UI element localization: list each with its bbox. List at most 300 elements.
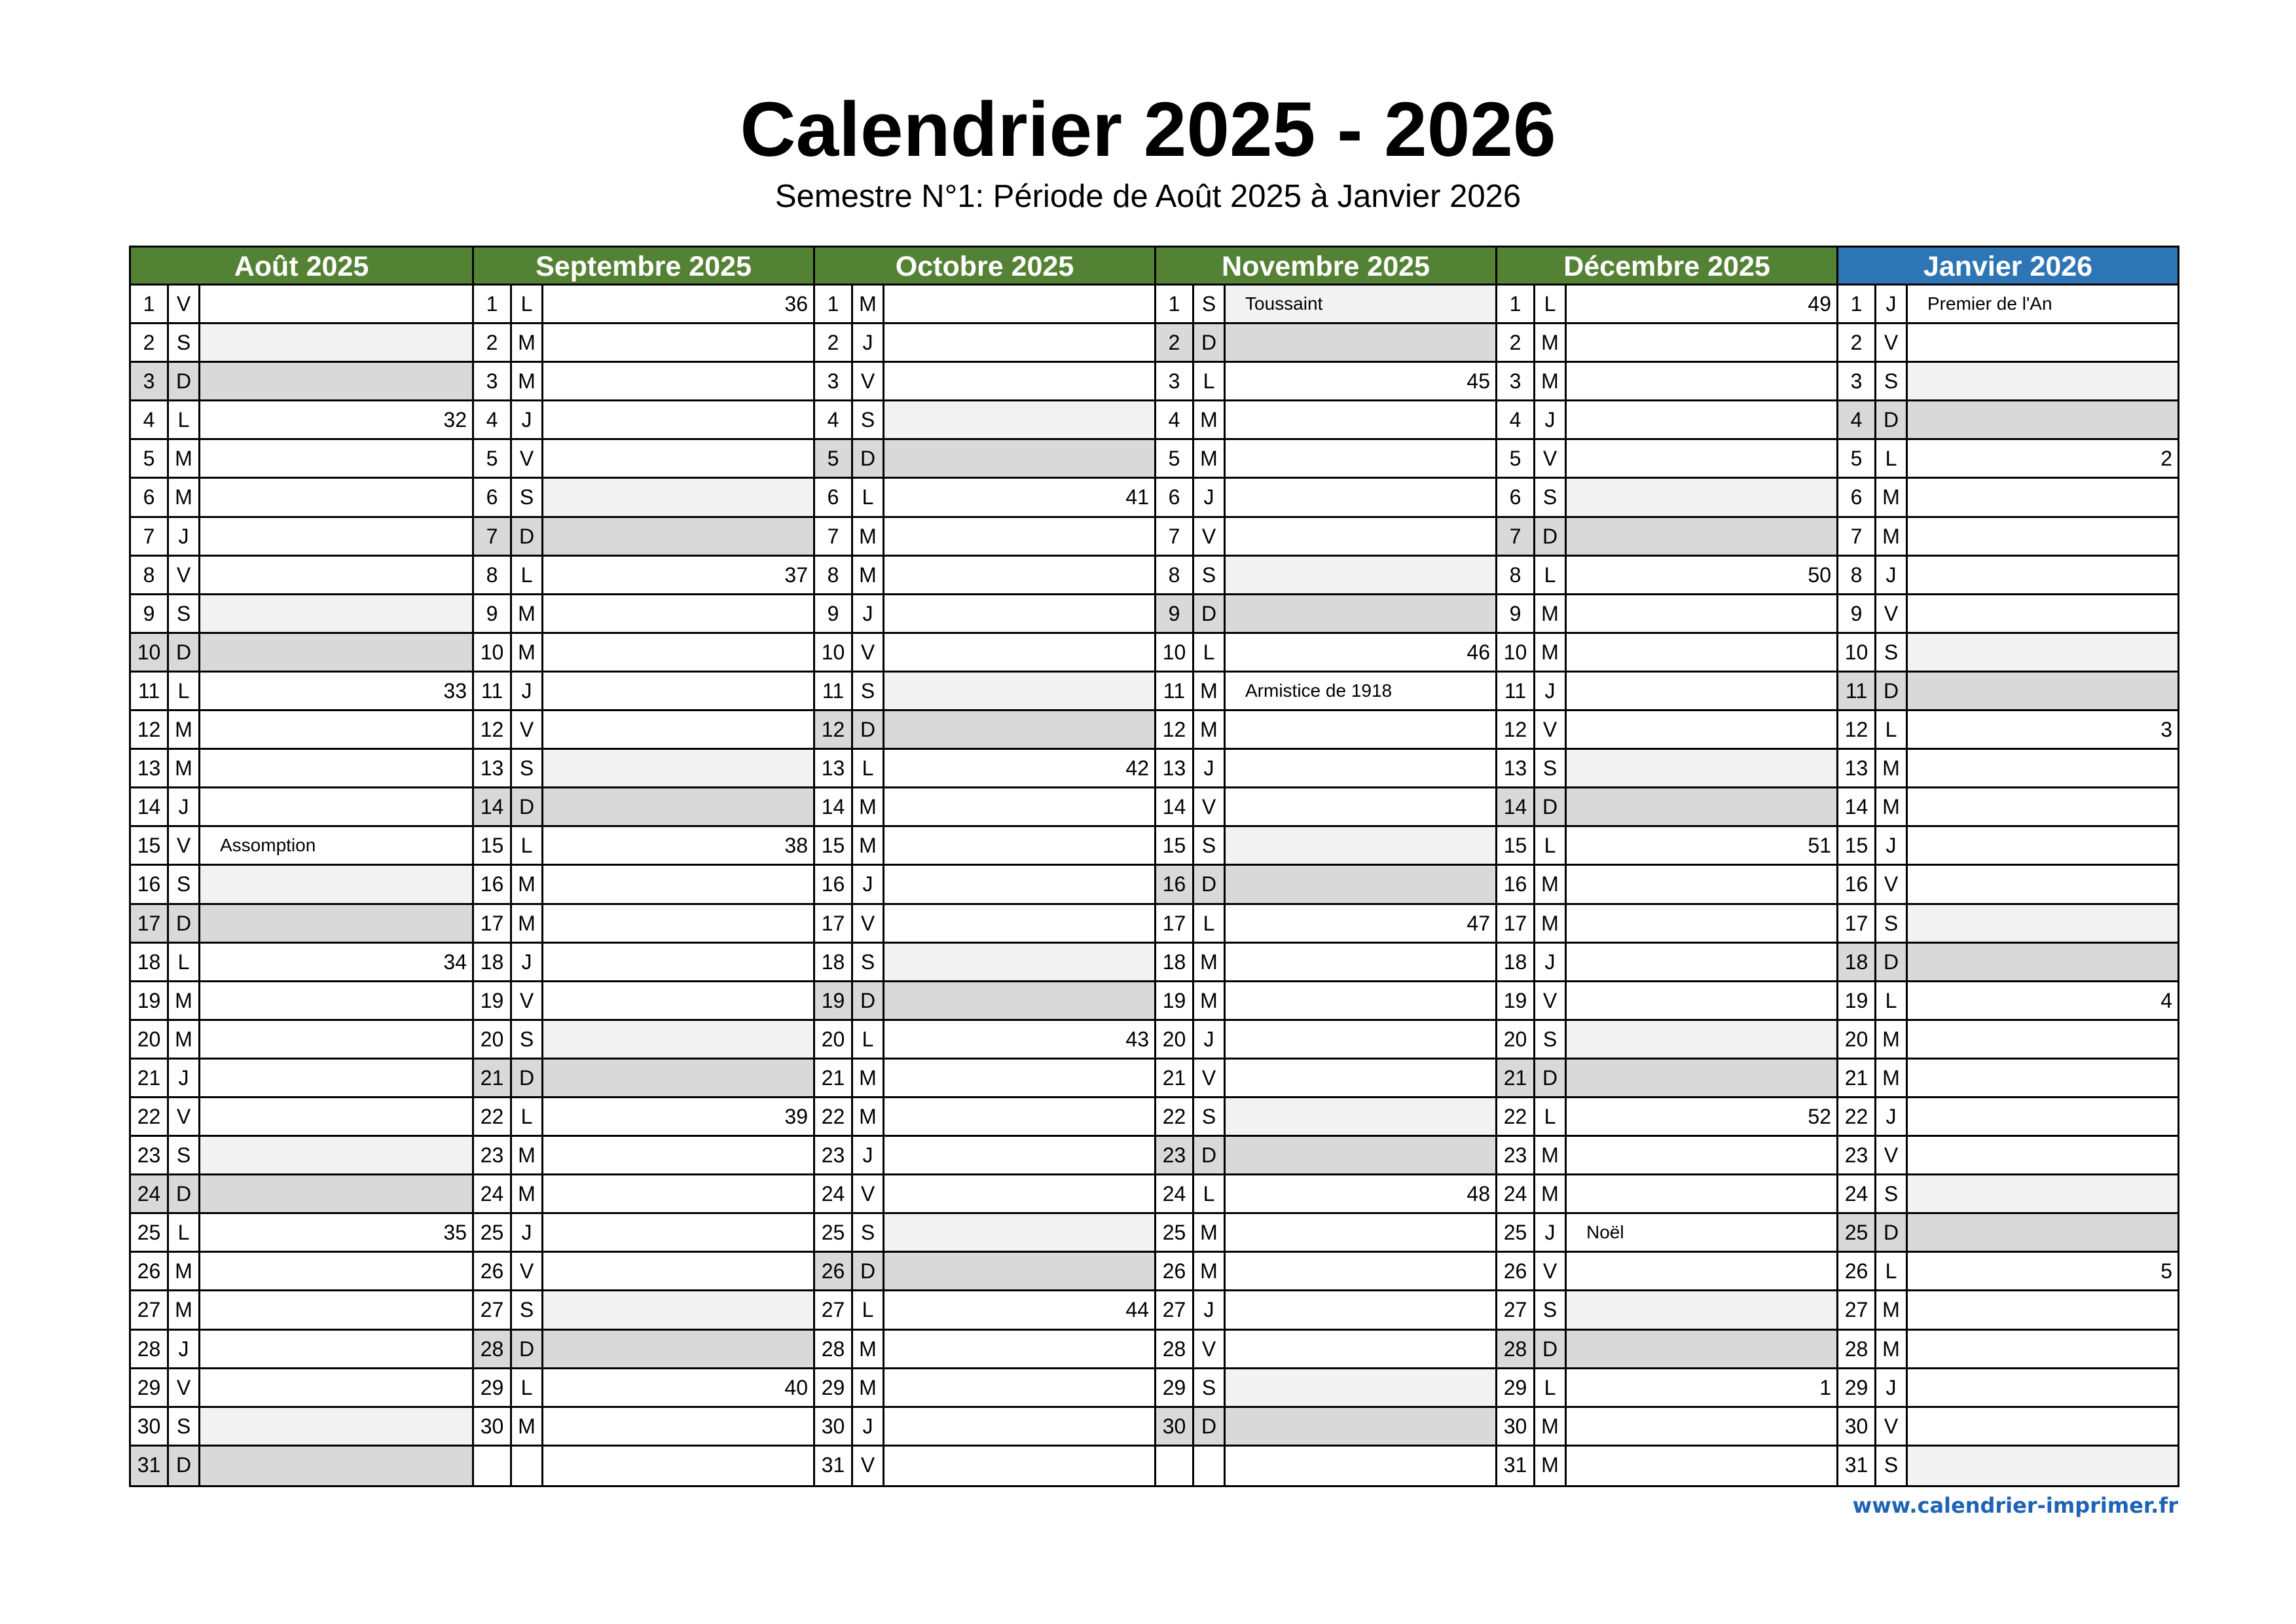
day-row[interactable] (1156, 518, 1495, 557)
note-cell[interactable] (884, 944, 1154, 980)
note-cell[interactable] (1908, 401, 2178, 438)
day-row[interactable] (1156, 363, 1495, 401)
day-row[interactable] (1497, 1331, 1836, 1369)
note-cell[interactable] (1226, 905, 1495, 942)
note-cell[interactable] (200, 1214, 472, 1251)
note-cell[interactable] (884, 479, 1154, 515)
note-cell[interactable] (1567, 363, 1836, 399)
note-cell[interactable] (1226, 1331, 1495, 1367)
note-cell[interactable] (1567, 1098, 1836, 1135)
note-cell[interactable] (1908, 1331, 2178, 1367)
note-cell[interactable] (1567, 324, 1836, 361)
note-cell[interactable] (1567, 1175, 1836, 1212)
day-row[interactable] (815, 788, 1154, 827)
day-row[interactable] (1156, 440, 1495, 479)
day-row[interactable] (1497, 479, 1836, 517)
note-cell[interactable] (884, 363, 1154, 399)
day-row[interactable] (1156, 750, 1495, 788)
day-row[interactable] (1838, 440, 2178, 479)
note-cell[interactable] (1908, 440, 2178, 477)
note-cell[interactable] (1908, 1098, 2178, 1135)
day-row[interactable] (474, 401, 813, 440)
day-row[interactable] (815, 866, 1154, 904)
day-row[interactable] (815, 1098, 1154, 1137)
note-cell[interactable] (200, 634, 472, 671)
day-row[interactable] (131, 982, 472, 1021)
day-row[interactable] (1497, 1369, 1836, 1408)
note-cell[interactable] (1226, 479, 1495, 515)
note-cell[interactable] (884, 1369, 1154, 1406)
day-row[interactable] (474, 1214, 813, 1253)
day-row[interactable] (1838, 788, 2178, 827)
note-cell[interactable] (884, 711, 1154, 748)
day-row[interactable] (1838, 673, 2178, 711)
note-cell[interactable] (1567, 1060, 1836, 1096)
note-cell[interactable] (884, 1291, 1154, 1328)
note-cell[interactable] (200, 982, 472, 1019)
note-cell[interactable] (543, 1137, 813, 1173)
day-row[interactable] (131, 1021, 472, 1060)
note-cell[interactable] (1908, 1253, 2178, 1289)
note-cell[interactable] (543, 1291, 813, 1328)
day-row[interactable] (1156, 1408, 1495, 1447)
note-cell[interactable] (884, 1137, 1154, 1173)
day-row[interactable] (1497, 1214, 1836, 1253)
day-row[interactable] (815, 827, 1154, 866)
note-cell[interactable] (200, 557, 472, 593)
note-cell[interactable] (884, 557, 1154, 593)
note-cell[interactable] (1567, 788, 1836, 825)
note-cell[interactable] (200, 518, 472, 555)
day-row[interactable] (474, 286, 813, 324)
note-cell[interactable] (1908, 1060, 2178, 1096)
note-cell[interactable] (1226, 673, 1495, 709)
day-row[interactable] (815, 673, 1154, 711)
day-row[interactable] (1497, 1291, 1836, 1330)
day-row[interactable] (815, 711, 1154, 750)
note-cell[interactable] (1567, 1369, 1836, 1406)
note-cell[interactable] (884, 1331, 1154, 1367)
day-row[interactable] (1497, 982, 1836, 1021)
note-cell[interactable] (543, 401, 813, 438)
note-cell[interactable] (543, 788, 813, 825)
note-cell[interactable] (543, 905, 813, 942)
note-cell[interactable] (543, 518, 813, 555)
note-cell[interactable] (1908, 363, 2178, 399)
day-row[interactable] (1838, 401, 2178, 440)
note-cell[interactable] (884, 1447, 1154, 1485)
note-cell[interactable] (543, 634, 813, 671)
note-cell[interactable] (543, 1331, 813, 1367)
day-row[interactable] (1838, 1253, 2178, 1291)
note-cell[interactable] (200, 711, 472, 748)
day-row[interactable] (1838, 1369, 2178, 1408)
day-row[interactable] (1838, 1408, 2178, 1447)
note-cell[interactable] (1226, 1253, 1495, 1289)
note-cell[interactable] (200, 905, 472, 942)
note-cell[interactable] (543, 363, 813, 399)
day-row[interactable] (474, 1408, 813, 1447)
day-row[interactable] (1156, 1021, 1495, 1060)
day-row[interactable] (1497, 1175, 1836, 1214)
day-row[interactable] (474, 1253, 813, 1291)
day-row[interactable] (1838, 1060, 2178, 1098)
note-cell[interactable] (200, 1098, 472, 1135)
day-row[interactable] (131, 1291, 472, 1330)
day-row[interactable] (474, 866, 813, 904)
note-cell[interactable] (543, 1060, 813, 1096)
note-cell[interactable] (1226, 557, 1495, 593)
note-cell[interactable] (543, 557, 813, 593)
note-cell[interactable] (1908, 1137, 2178, 1173)
day-row[interactable] (1838, 595, 2178, 634)
note-cell[interactable] (543, 1369, 813, 1406)
note-cell[interactable] (884, 440, 1154, 477)
note-cell[interactable] (543, 324, 813, 361)
note-cell[interactable] (200, 673, 472, 709)
note-cell[interactable] (200, 1175, 472, 1212)
day-row[interactable] (131, 1253, 472, 1291)
day-row[interactable] (1497, 750, 1836, 788)
day-row[interactable] (815, 1137, 1154, 1175)
day-row[interactable] (1838, 324, 2178, 363)
note-cell[interactable] (1226, 1408, 1495, 1445)
note-cell[interactable] (1908, 595, 2178, 632)
note-cell[interactable] (200, 1253, 472, 1289)
note-cell[interactable] (543, 595, 813, 632)
note-cell[interactable] (200, 1369, 472, 1406)
day-row[interactable] (1156, 1331, 1495, 1369)
note-cell[interactable] (1567, 750, 1836, 786)
note-cell[interactable] (1226, 827, 1495, 864)
day-row[interactable] (1156, 1214, 1495, 1253)
note-cell[interactable] (1226, 1060, 1495, 1096)
note-cell[interactable] (1567, 634, 1836, 671)
day-row[interactable] (1156, 944, 1495, 982)
day-row[interactable] (1838, 479, 2178, 517)
day-row[interactable] (815, 905, 1154, 944)
note-cell[interactable] (884, 827, 1154, 864)
day-row[interactable] (1497, 595, 1836, 634)
note-cell[interactable] (200, 401, 472, 438)
note-cell[interactable] (543, 866, 813, 902)
note-cell[interactable] (200, 286, 472, 322)
day-row[interactable] (131, 1447, 472, 1485)
note-cell[interactable] (1226, 750, 1495, 786)
day-row[interactable] (131, 905, 472, 944)
day-row[interactable] (1156, 1253, 1495, 1291)
day-row[interactable] (474, 518, 813, 557)
day-row[interactable] (131, 711, 472, 750)
note-cell[interactable] (1226, 595, 1495, 632)
day-row[interactable] (1497, 1021, 1836, 1060)
day-row[interactable] (474, 634, 813, 673)
note-cell[interactable] (543, 1408, 813, 1445)
note-cell[interactable] (1908, 1291, 2178, 1328)
note-cell[interactable] (884, 401, 1154, 438)
note-cell[interactable] (1567, 557, 1836, 593)
day-row[interactable] (815, 1331, 1154, 1369)
day-row[interactable] (131, 1060, 472, 1098)
note-cell[interactable] (1567, 982, 1836, 1019)
note-cell[interactable] (1567, 1021, 1836, 1058)
day-row[interactable] (815, 479, 1154, 517)
note-cell[interactable] (1226, 1021, 1495, 1058)
note-cell[interactable] (1908, 479, 2178, 515)
note-cell[interactable] (1567, 905, 1836, 942)
note-cell[interactable] (1226, 866, 1495, 902)
day-row[interactable] (815, 518, 1154, 557)
day-row[interactable] (1838, 1214, 2178, 1253)
day-row[interactable] (1838, 1021, 2178, 1060)
note-cell[interactable] (200, 1447, 472, 1485)
day-row[interactable] (474, 440, 813, 479)
day-row[interactable] (1156, 1137, 1495, 1175)
note-cell[interactable] (1908, 286, 2178, 322)
note-cell[interactable] (884, 324, 1154, 361)
note-cell[interactable] (1567, 440, 1836, 477)
note-cell[interactable] (200, 363, 472, 399)
day-row[interactable] (131, 363, 472, 401)
day-row[interactable] (1497, 363, 1836, 401)
day-row[interactable] (1156, 634, 1495, 673)
note-cell[interactable] (200, 1291, 472, 1328)
note-cell[interactable] (1567, 944, 1836, 980)
note-cell[interactable] (543, 711, 813, 748)
note-cell[interactable] (543, 1253, 813, 1289)
note-cell[interactable] (200, 866, 472, 902)
note-cell[interactable] (1567, 1137, 1836, 1173)
note-cell[interactable] (884, 1253, 1154, 1289)
day-row[interactable] (131, 401, 472, 440)
day-row[interactable] (1497, 557, 1836, 595)
note-cell[interactable] (1226, 711, 1495, 748)
day-row[interactable] (815, 595, 1154, 634)
day-row[interactable] (1838, 286, 2178, 324)
day-row[interactable] (474, 1060, 813, 1098)
day-row[interactable] (1497, 905, 1836, 944)
day-row[interactable] (1156, 595, 1495, 634)
day-row[interactable] (815, 1253, 1154, 1291)
day-row[interactable] (474, 673, 813, 711)
note-cell[interactable] (884, 750, 1154, 786)
note-cell[interactable] (1226, 324, 1495, 361)
day-row[interactable] (815, 1369, 1154, 1408)
day-row[interactable] (1838, 750, 2178, 788)
day-row[interactable] (131, 827, 472, 866)
day-row[interactable] (1156, 711, 1495, 750)
note-cell[interactable] (1908, 982, 2178, 1019)
day-row[interactable] (474, 595, 813, 634)
day-row[interactable] (131, 286, 472, 324)
note-cell[interactable] (884, 1175, 1154, 1212)
note-cell[interactable] (200, 1331, 472, 1367)
day-row[interactable] (474, 905, 813, 944)
note-cell[interactable] (1908, 324, 2178, 361)
day-row[interactable] (1838, 1291, 2178, 1330)
day-row[interactable] (1497, 1253, 1836, 1291)
note-cell[interactable] (884, 286, 1154, 322)
day-row[interactable] (131, 440, 472, 479)
day-row[interactable] (1497, 518, 1836, 557)
day-row[interactable] (1156, 286, 1495, 324)
note-cell[interactable] (543, 1021, 813, 1058)
day-row[interactable] (1497, 711, 1836, 750)
note-cell[interactable] (1567, 1331, 1836, 1367)
day-row[interactable] (131, 866, 472, 904)
note-cell[interactable] (1567, 595, 1836, 632)
note-cell[interactable] (1226, 401, 1495, 438)
day-row[interactable] (474, 827, 813, 866)
day-row[interactable] (815, 982, 1154, 1021)
note-cell[interactable] (1226, 1291, 1495, 1328)
note-cell[interactable] (200, 827, 472, 864)
day-row[interactable] (131, 1175, 472, 1214)
note-cell[interactable] (1226, 1098, 1495, 1135)
note-cell[interactable] (884, 788, 1154, 825)
day-row[interactable] (1838, 1175, 2178, 1214)
day-row[interactable] (131, 479, 472, 517)
note-cell[interactable] (1908, 827, 2178, 864)
note-cell[interactable] (1567, 1214, 1836, 1251)
day-row[interactable] (1497, 324, 1836, 363)
day-row[interactable] (131, 1137, 472, 1175)
day-row[interactable] (474, 1291, 813, 1330)
note-cell[interactable] (884, 1021, 1154, 1058)
day-row[interactable] (474, 1137, 813, 1175)
note-cell[interactable] (1226, 788, 1495, 825)
day-row[interactable] (1497, 1408, 1836, 1447)
note-cell[interactable] (1908, 1408, 2178, 1445)
day-row[interactable] (1838, 905, 2178, 944)
note-cell[interactable] (200, 440, 472, 477)
day-row[interactable] (474, 1098, 813, 1137)
day-row[interactable] (815, 363, 1154, 401)
day-row[interactable] (474, 479, 813, 517)
note-cell[interactable] (543, 440, 813, 477)
note-cell[interactable] (543, 982, 813, 1019)
day-row[interactable] (1156, 557, 1495, 595)
day-row[interactable] (474, 711, 813, 750)
day-row[interactable] (474, 1369, 813, 1408)
day-row[interactable] (131, 750, 472, 788)
note-cell[interactable] (884, 1098, 1154, 1135)
note-cell[interactable] (1567, 1408, 1836, 1445)
note-cell[interactable] (1908, 750, 2178, 786)
day-row[interactable] (474, 1021, 813, 1060)
note-cell[interactable] (200, 595, 472, 632)
day-row[interactable] (474, 1175, 813, 1214)
note-cell[interactable] (884, 595, 1154, 632)
note-cell[interactable] (200, 324, 472, 361)
day-row[interactable] (131, 944, 472, 982)
note-cell[interactable] (200, 1137, 472, 1173)
note-cell[interactable] (1908, 711, 2178, 748)
day-row[interactable] (474, 982, 813, 1021)
day-row[interactable] (815, 1214, 1154, 1253)
note-cell[interactable] (884, 1214, 1154, 1251)
day-row[interactable] (1156, 1291, 1495, 1330)
note-cell[interactable] (200, 1021, 472, 1058)
note-cell[interactable] (884, 518, 1154, 555)
day-row[interactable] (1497, 286, 1836, 324)
note-cell[interactable] (1567, 673, 1836, 709)
day-row[interactable] (131, 324, 472, 363)
note-cell[interactable] (200, 750, 472, 786)
day-row[interactable] (1497, 788, 1836, 827)
note-cell[interactable] (884, 1060, 1154, 1096)
day-row[interactable] (1156, 324, 1495, 363)
note-cell[interactable] (1908, 905, 2178, 942)
day-row[interactable] (1156, 905, 1495, 944)
note-cell[interactable] (1567, 827, 1836, 864)
note-cell[interactable] (1908, 518, 2178, 555)
note-cell[interactable] (543, 286, 813, 322)
day-row[interactable] (815, 750, 1154, 788)
note-cell[interactable] (1908, 1175, 2178, 1212)
day-row[interactable] (1156, 1369, 1495, 1408)
day-row[interactable] (1156, 1060, 1495, 1098)
day-row[interactable] (1156, 673, 1495, 711)
note-cell[interactable] (1226, 634, 1495, 671)
day-row[interactable] (1497, 440, 1836, 479)
day-row[interactable] (1497, 866, 1836, 904)
note-cell[interactable] (543, 750, 813, 786)
day-row[interactable] (1156, 866, 1495, 904)
note-cell[interactable] (1908, 1214, 2178, 1251)
note-cell[interactable] (1226, 1137, 1495, 1173)
day-row[interactable] (131, 1214, 472, 1253)
note-cell[interactable] (1567, 518, 1836, 555)
day-row[interactable] (131, 595, 472, 634)
day-row[interactable] (1156, 788, 1495, 827)
day-row[interactable] (1156, 479, 1495, 517)
day-row[interactable] (815, 286, 1154, 324)
day-row[interactable] (1838, 363, 2178, 401)
note-cell[interactable] (1567, 401, 1836, 438)
note-cell[interactable] (1908, 866, 2178, 902)
day-row[interactable] (1838, 1447, 2178, 1485)
day-row[interactable] (474, 944, 813, 982)
day-row[interactable] (131, 557, 472, 595)
note-cell[interactable] (1567, 711, 1836, 748)
day-row[interactable] (131, 634, 472, 673)
note-cell[interactable] (1908, 634, 2178, 671)
day-row[interactable] (815, 1447, 1154, 1485)
day-row[interactable] (474, 1447, 813, 1485)
note-cell[interactable] (884, 905, 1154, 942)
day-row[interactable] (815, 401, 1154, 440)
day-row[interactable] (1497, 1060, 1836, 1098)
note-cell[interactable] (1226, 440, 1495, 477)
day-row[interactable] (131, 1369, 472, 1408)
day-row[interactable] (815, 1408, 1154, 1447)
day-row[interactable] (1838, 518, 2178, 557)
day-row[interactable] (1838, 1331, 2178, 1369)
day-row[interactable] (131, 1408, 472, 1447)
note-cell[interactable] (1226, 518, 1495, 555)
day-row[interactable] (1156, 1098, 1495, 1137)
note-cell[interactable] (1908, 788, 2178, 825)
day-row[interactable] (815, 1021, 1154, 1060)
day-row[interactable] (474, 557, 813, 595)
day-row[interactable] (1497, 673, 1836, 711)
day-row[interactable] (1497, 1098, 1836, 1137)
note-cell[interactable] (1226, 1175, 1495, 1212)
day-row[interactable] (1838, 1137, 2178, 1175)
note-cell[interactable] (1908, 1447, 2178, 1485)
note-cell[interactable] (1908, 1021, 2178, 1058)
